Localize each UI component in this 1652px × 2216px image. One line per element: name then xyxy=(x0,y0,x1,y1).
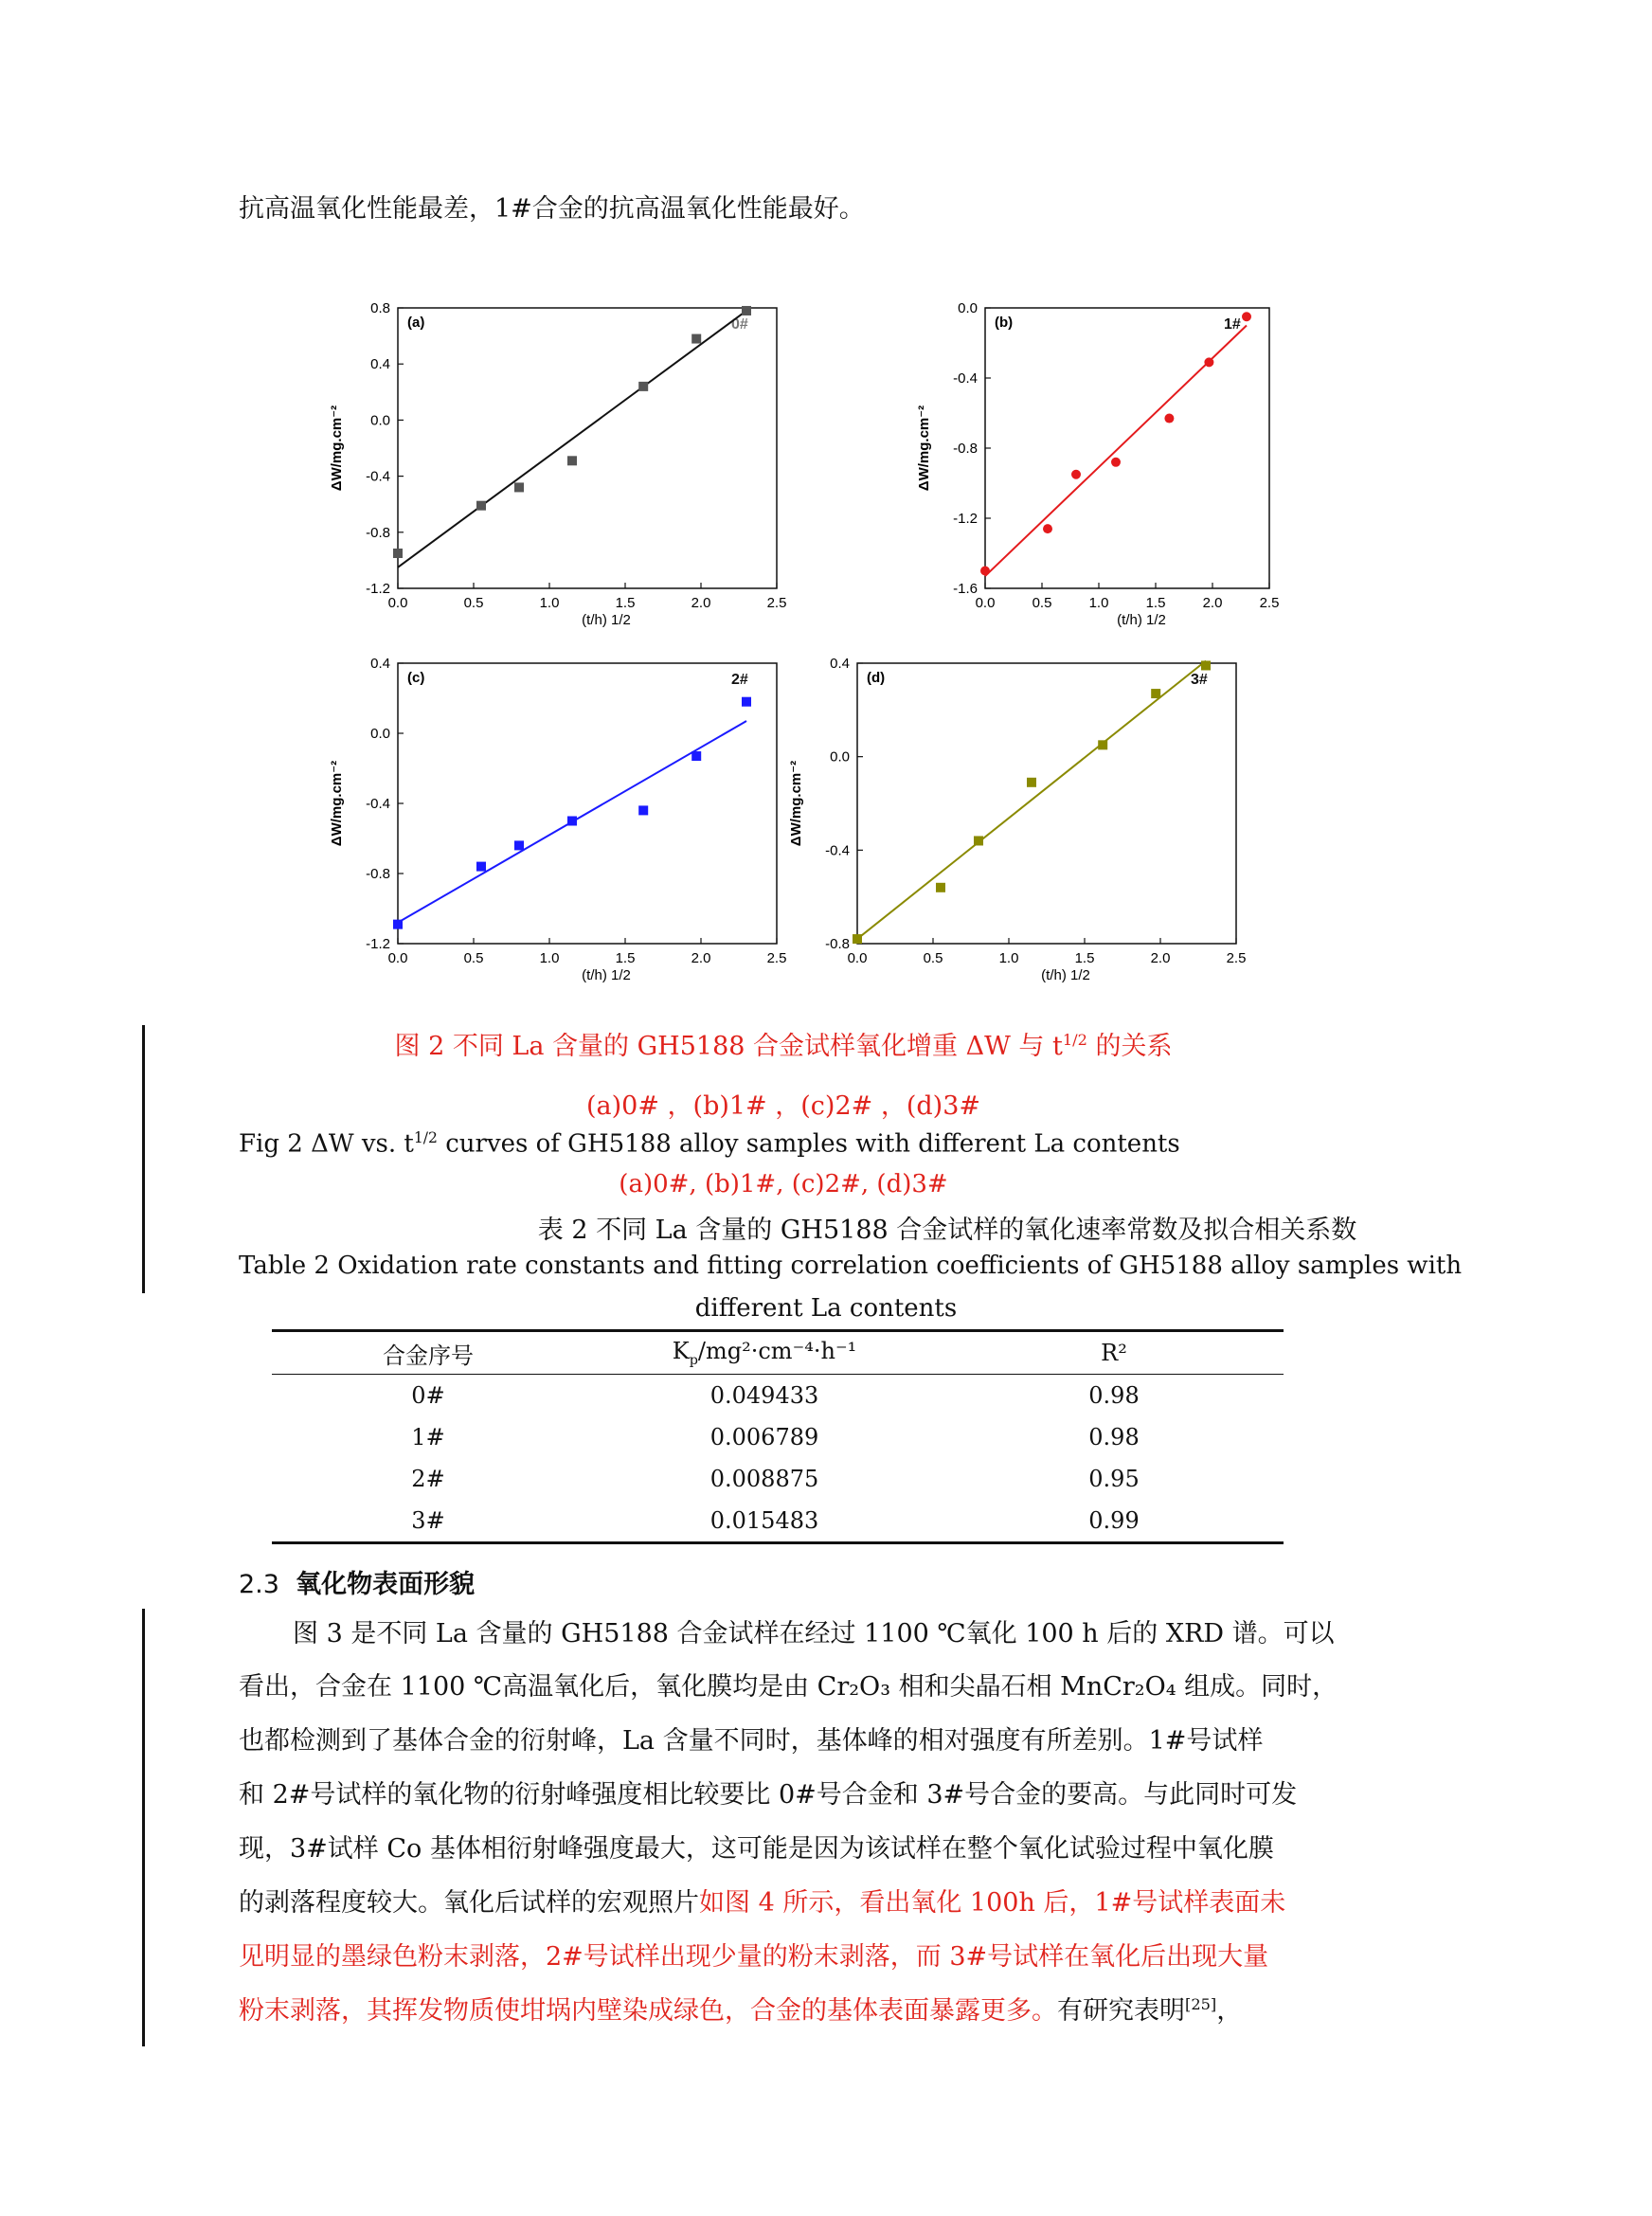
y-tick-label: -0.4 xyxy=(825,842,850,859)
data-point xyxy=(936,883,945,892)
paragraph-line: 和 2#号试样的氧化物的衍射峰强度相比较要比 0#号合金和 3#号合金的要高。与此同时可发 xyxy=(239,1780,1298,1810)
y-tick-label: 0.4 xyxy=(370,656,390,672)
x-tick-label: 1.5 xyxy=(1074,950,1095,966)
data-point xyxy=(1164,414,1174,423)
y-axis-label: ΔW/mg.cm⁻² xyxy=(329,760,345,847)
x-tick-label: 0.5 xyxy=(463,595,484,611)
data-point xyxy=(1027,778,1036,787)
panel-label: (c) xyxy=(407,670,425,686)
x-tick-label: 2.0 xyxy=(1150,950,1171,966)
cell-r2: 0.98 xyxy=(1088,1424,1140,1450)
chart-a xyxy=(313,294,805,649)
x-tick-label: 2.5 xyxy=(766,950,787,966)
data-point xyxy=(1204,357,1213,367)
y-tick-label: 0.4 xyxy=(830,656,850,672)
figure-caption-en: Fig 2 ΔW vs. $t^{1/2}$ curves of GH5188 alloy samples with different La contents xyxy=(239,1129,1180,1159)
table-title-en-2: different La contents xyxy=(694,1294,958,1323)
data-point xyxy=(974,836,983,845)
x-tick-label: 1.0 xyxy=(539,595,560,611)
cell-kp: 0.008875 xyxy=(709,1466,819,1492)
x-axis-label: (t/h) 1/2 xyxy=(582,967,631,983)
plot-frame xyxy=(857,663,1236,944)
y-tick-label: -1.2 xyxy=(366,936,390,952)
paragraph-line: 的剥落程度较大。氧化后试样的宏观照片如图 4 所示，看出氧化 100h 后，1#号试样表面未 xyxy=(239,1888,1286,1918)
col-kp-header: $K_p/mg^2\cdot cm^{-4}\cdot h^{-1}$ xyxy=(672,1338,857,1368)
col-alloy-header: 合金序号 xyxy=(383,1342,474,1369)
paragraph-line: 现，3#试样 Co 基体相衍射峰强度最大，这可能是因为该试样在整个氧化试验过程中氧化膜 xyxy=(239,1834,1274,1864)
x-tick-label: 2.5 xyxy=(1226,950,1247,966)
table-row xyxy=(272,1375,1284,1417)
y-tick-label: -0.8 xyxy=(366,866,390,882)
table-row xyxy=(272,1458,1284,1500)
data-point xyxy=(980,567,990,576)
panel-label: (b) xyxy=(995,315,1014,331)
data-point xyxy=(691,334,701,344)
panel-label: (a) xyxy=(407,315,425,331)
figure-caption-cn: 图 2 不同 La 含量的 GH5188 合金试样氧化增重 ΔW 与 $t^{1/2}$ 的关系 xyxy=(394,1031,1173,1061)
cell-alloy: 3# xyxy=(411,1507,445,1534)
plot-frame xyxy=(398,663,777,944)
y-tick-label: 0.0 xyxy=(958,300,978,316)
plot-frame xyxy=(398,308,777,588)
x-tick-label: 2.0 xyxy=(691,950,711,966)
cell-alloy: 0# xyxy=(411,1382,445,1409)
x-tick-label: 0.0 xyxy=(847,950,868,966)
chart-d xyxy=(772,649,1247,1014)
table-row xyxy=(272,1416,1284,1458)
paragraph-line: 粉末剥落，其挥发物质使坩埚内壁染成绿色，合金的基体表面暴露更多。有研究表明[25]， xyxy=(239,1995,1243,2026)
cell-kp: 0.049433 xyxy=(709,1382,819,1409)
data-point xyxy=(393,549,403,558)
x-axis-label: (t/h) 1/2 xyxy=(582,612,631,628)
y-tick-label: -0.8 xyxy=(366,524,390,541)
table-title-en: Table 2 Oxidation rate constants and fitting correlation coefficients of GH5188 alloy samples with xyxy=(239,1252,1463,1280)
x-tick-label: 1.0 xyxy=(1088,595,1109,611)
data-point xyxy=(476,501,486,511)
x-tick-label: 2.0 xyxy=(691,595,711,611)
table-title-cn: 表 2 不同 La 含量的 GH5188 合金试样的氧化速率常数及拟合相关系数 xyxy=(537,1216,1357,1245)
x-tick-label: 2.5 xyxy=(766,595,787,611)
data-table xyxy=(272,1329,1284,1544)
data-point xyxy=(742,306,751,315)
legend-label: 1# xyxy=(1224,316,1241,333)
legend-label: 0# xyxy=(731,316,748,333)
data-point xyxy=(1201,660,1211,670)
data-point xyxy=(1151,689,1160,698)
y-tick-label: -1.2 xyxy=(953,511,978,527)
cell-alloy: 2# xyxy=(411,1466,445,1492)
paragraph-line: 图 3 是不同 La 含量的 GH5188 合金试样在经过 1100 ℃氧化 100 h 后的 XRD 谱。可以 xyxy=(293,1619,1335,1648)
x-tick-label: 1.5 xyxy=(615,595,636,611)
cell-r2: 0.99 xyxy=(1088,1507,1140,1534)
data-point xyxy=(638,805,648,815)
data-point xyxy=(514,482,524,492)
x-axis-label: (t/h) 1/2 xyxy=(1117,612,1166,628)
figure-caption-en-sub: (a)0#, (b)1#, (c)2#, (d)3# xyxy=(619,1170,948,1198)
data-point xyxy=(514,840,524,850)
y-tick-label: 0.4 xyxy=(370,356,390,373)
x-tick-label: 0.0 xyxy=(387,595,408,611)
chart-c xyxy=(313,649,805,1014)
cell-alloy: 1# xyxy=(411,1424,445,1450)
y-tick-label: 0.8 xyxy=(370,300,390,316)
data-point xyxy=(1111,458,1121,467)
fit-line xyxy=(857,661,1206,940)
legend-label: 2# xyxy=(731,672,748,688)
x-tick-label: 0.5 xyxy=(923,950,943,966)
cell-kp: 0.006789 xyxy=(709,1424,819,1450)
data-point xyxy=(638,382,648,391)
y-axis-label: ΔW/mg.cm⁻² xyxy=(788,760,804,847)
x-tick-label: 0.5 xyxy=(1032,595,1052,611)
cell-r2: 0.98 xyxy=(1088,1382,1140,1409)
data-point xyxy=(567,817,577,826)
x-tick-label: 1.0 xyxy=(539,950,560,966)
y-tick-label: -0.8 xyxy=(953,441,978,457)
y-tick-label: 0.0 xyxy=(370,412,390,429)
change-bar xyxy=(142,1025,145,1293)
table-header-row xyxy=(272,1331,1284,1375)
section-heading: 2.3 氧化物表面形貌 xyxy=(239,1570,476,1599)
x-tick-label: 2.0 xyxy=(1202,595,1223,611)
paragraph-line: 见明显的墨绿色粉末剥落，2#号试样出现少量的粉末剥落，而 3#号试样在氧化后出现大量 xyxy=(239,1942,1269,1972)
data-point xyxy=(1242,312,1251,321)
x-tick-label: 0.5 xyxy=(463,950,484,966)
x-tick-label: 1.0 xyxy=(998,950,1019,966)
x-tick-label: 1.5 xyxy=(615,950,636,966)
col-r2-header: R² xyxy=(1101,1340,1127,1366)
x-tick-label: 2.5 xyxy=(1259,595,1280,611)
data-point xyxy=(567,456,577,465)
panel-label: (d) xyxy=(867,670,886,686)
data-point xyxy=(853,934,862,944)
data-point xyxy=(393,920,403,929)
y-axis-label: ΔW/mg.cm⁻² xyxy=(329,405,345,492)
y-tick-label: -0.4 xyxy=(366,796,390,812)
y-tick-label: -1.6 xyxy=(953,581,978,597)
paragraph-line: 看出，合金在 1100 ℃高温氧化后，氧化膜均是由 Cr₂O₃ 相和尖晶石相 MnCr₂O₄ 组成。同时， xyxy=(239,1672,1338,1702)
data-point xyxy=(1071,470,1081,479)
data-point xyxy=(1098,740,1107,749)
top-text: 抗高温氧化性能最差，1#合金的抗高温氧化性能最好。 xyxy=(239,194,865,224)
change-bar xyxy=(142,1609,145,2046)
y-axis-label: ΔW/mg.cm⁻² xyxy=(916,405,932,492)
paragraph-line: 也都检测到了基体合金的衍射峰，La 含量不同时，基体峰的相对强度有所差别。1#号试样 xyxy=(239,1726,1264,1756)
y-tick-label: -1.2 xyxy=(366,581,390,597)
table-row xyxy=(272,1500,1284,1543)
data-point xyxy=(476,862,486,872)
data-point xyxy=(742,697,751,707)
y-tick-label: -0.8 xyxy=(825,936,850,952)
y-tick-label: -0.4 xyxy=(953,370,978,387)
legend-label: 3# xyxy=(1191,672,1208,688)
data-point xyxy=(1043,524,1052,533)
x-tick-label: 0.0 xyxy=(975,595,996,611)
fit-line xyxy=(398,311,746,568)
x-tick-label: 0.0 xyxy=(387,950,408,966)
y-tick-label: -0.4 xyxy=(366,468,390,485)
x-tick-label: 1.5 xyxy=(1145,595,1166,611)
cell-r2: 0.95 xyxy=(1088,1466,1140,1492)
cell-kp: 0.015483 xyxy=(709,1507,819,1534)
x-axis-label: (t/h) 1/2 xyxy=(1041,967,1090,983)
data-point xyxy=(691,751,701,761)
y-tick-label: 0.0 xyxy=(370,726,390,742)
y-tick-label: 0.0 xyxy=(830,748,850,766)
plot-frame xyxy=(985,308,1269,588)
chart-b xyxy=(900,294,1345,649)
figure-caption-cn-sub: (a)0# ，(b)1# ，(c)2# ，(d)3# xyxy=(585,1091,980,1121)
